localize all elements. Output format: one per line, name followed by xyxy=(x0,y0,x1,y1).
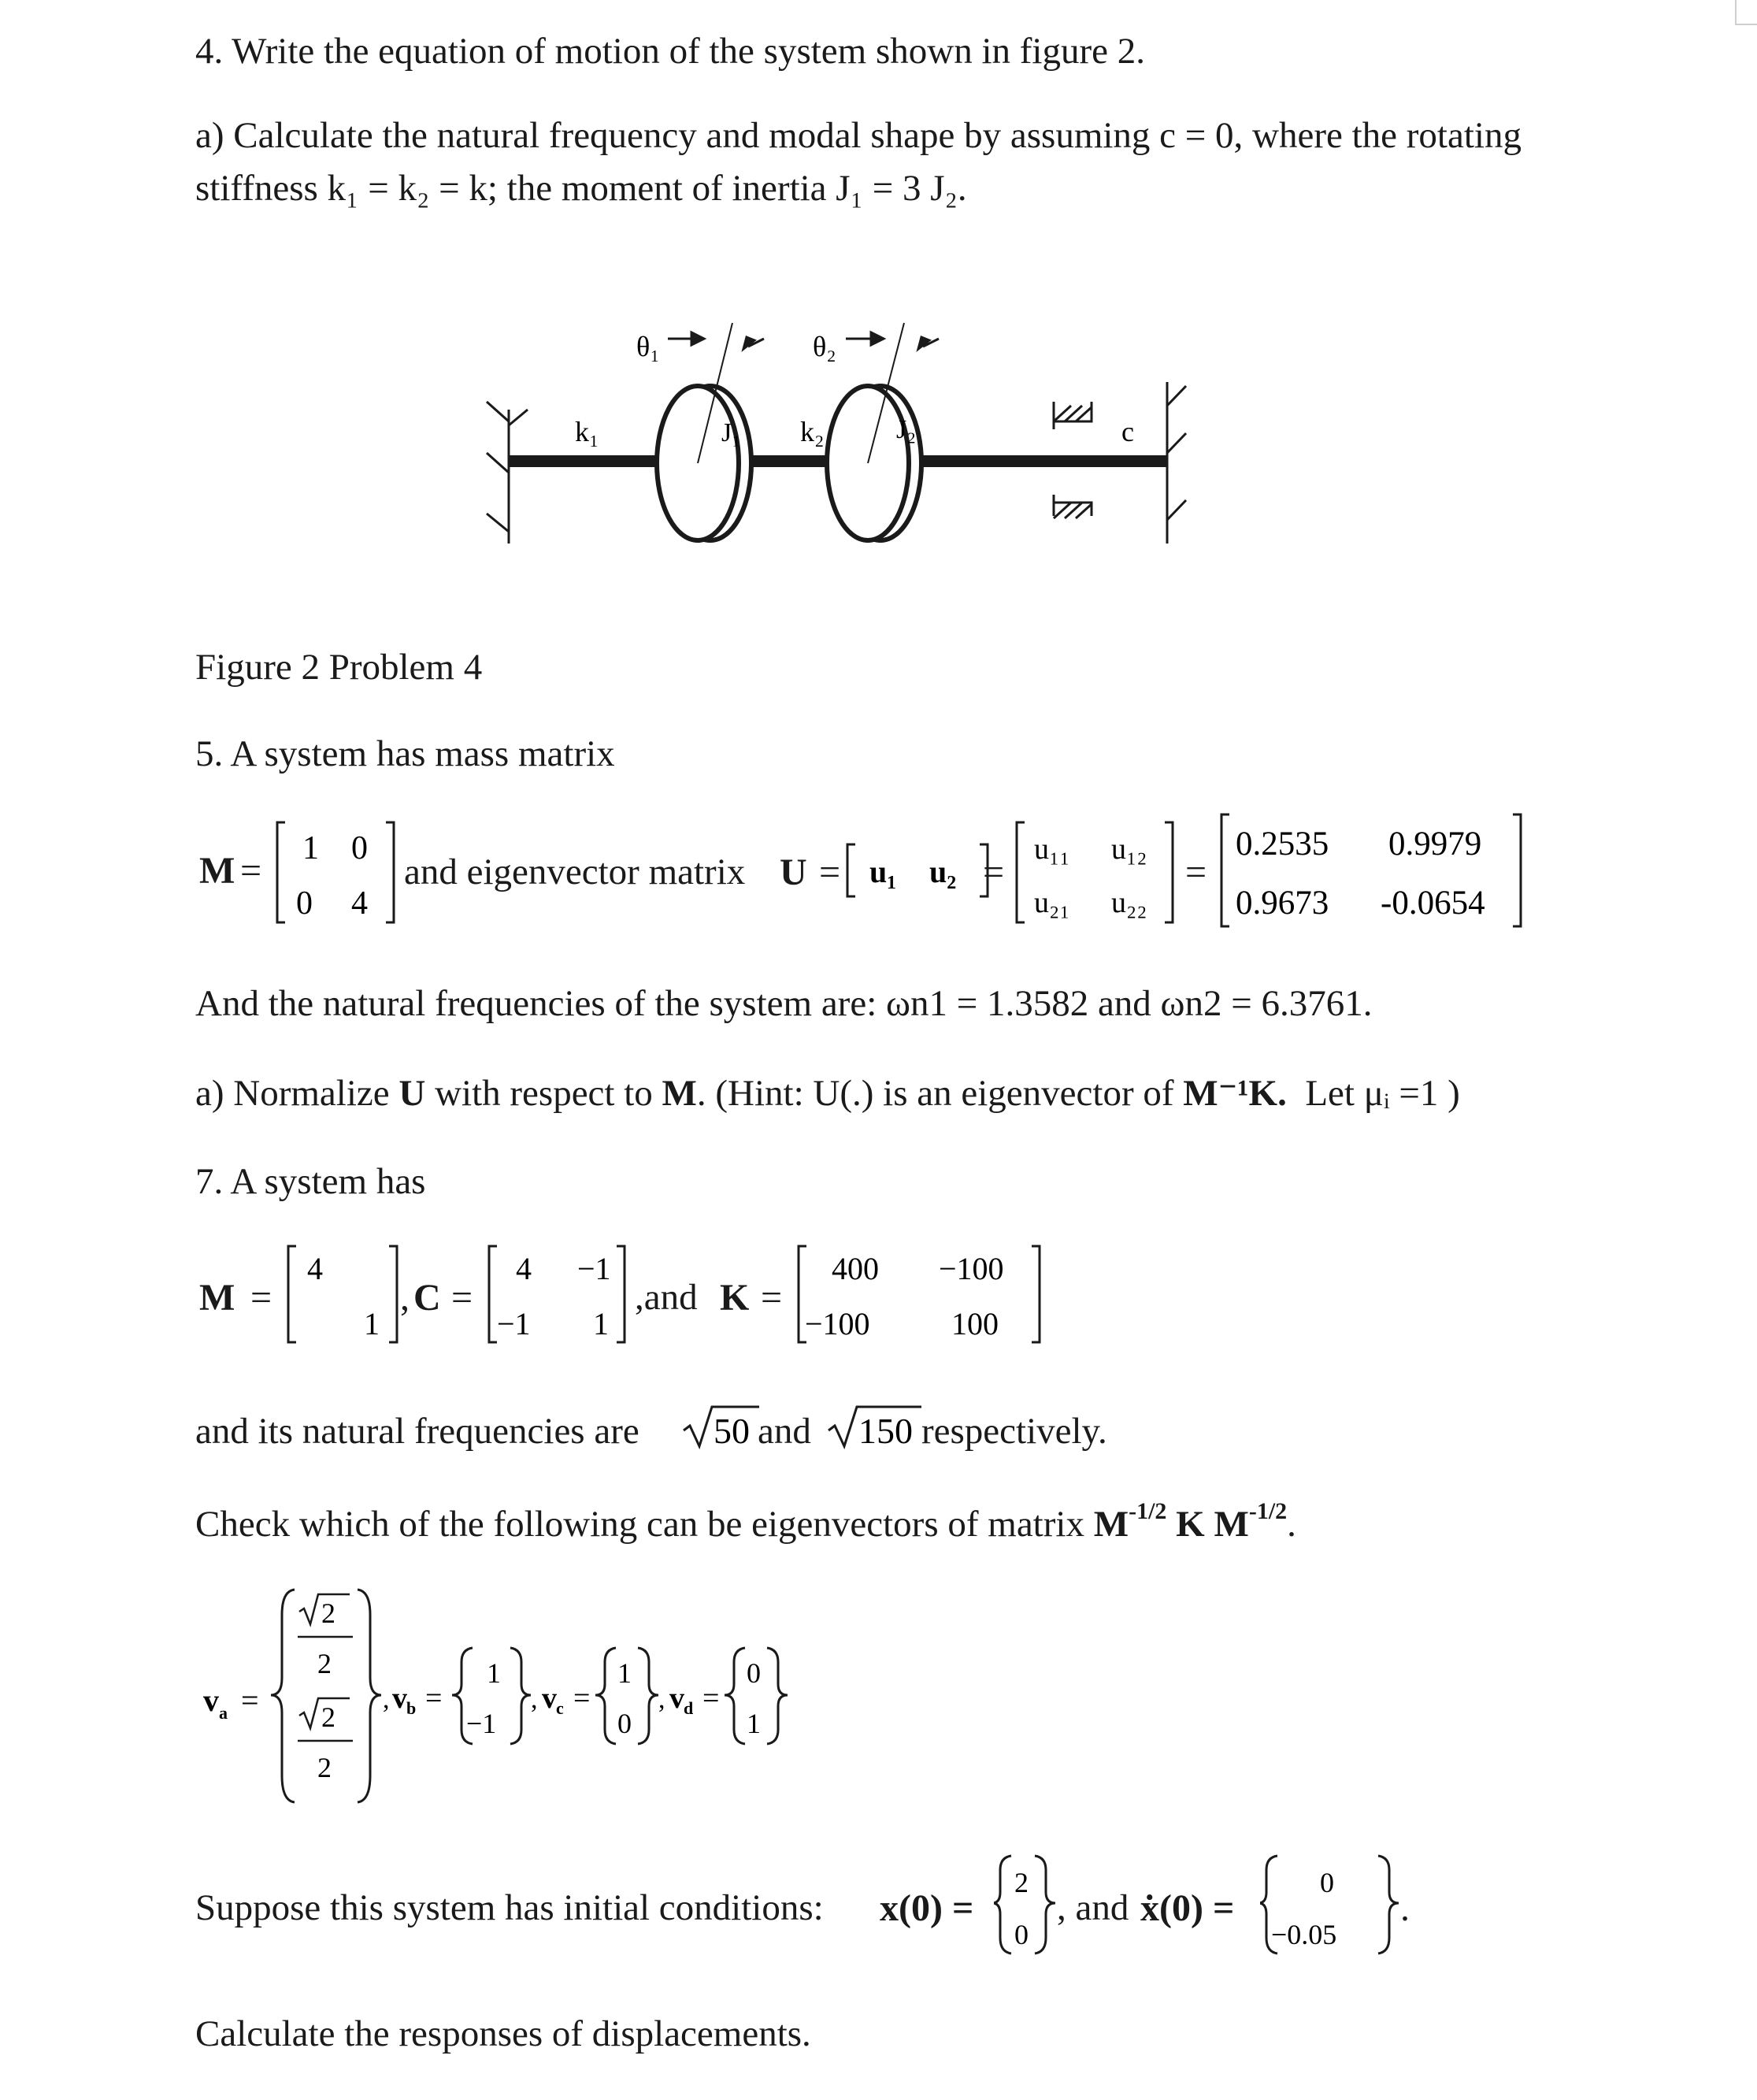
p7-m-label: M xyxy=(199,1277,235,1319)
disk-j2 xyxy=(827,386,921,540)
k2-label: k₂ xyxy=(800,416,825,447)
p7-ic-period: . xyxy=(1400,1887,1410,1929)
c-label: c xyxy=(1121,416,1134,447)
disk-j1 xyxy=(657,386,751,540)
p7-eigenvector-candidates xyxy=(195,1583,904,1808)
problem-7-intro: 7. A system has xyxy=(195,1161,426,1202)
p7-freq-text-a: and its natural frequencies are xyxy=(195,1411,639,1452)
svg-text:,: , xyxy=(658,1685,665,1714)
p5-m-equals: = xyxy=(240,850,262,892)
svg-text:150: 150 xyxy=(858,1411,913,1451)
figure-caption: Figure 2 Problem 4 xyxy=(195,647,483,688)
svg-text:100: 100 xyxy=(951,1306,999,1341)
svg-text:u₂₁: u₂₁ xyxy=(1034,886,1070,919)
theta1-arrow xyxy=(691,332,704,345)
p5-u-numeric-matrix xyxy=(1217,811,1525,929)
p7-xdot0-vector xyxy=(1260,1851,1402,1957)
p7-ic-text: Suppose this system has initial conditions: xyxy=(195,1887,824,1928)
p5-equals-2: = xyxy=(983,852,1005,893)
p5-equals-3: = xyxy=(1185,852,1207,893)
problem-4-title: 4. Write the equation of motion of the system shown in figure 2. xyxy=(195,31,1145,72)
x0-entry-2: 0 xyxy=(1014,1919,1029,1950)
svg-text:-0.0654: -0.0654 xyxy=(1381,885,1485,922)
svg-text:,: , xyxy=(383,1685,390,1714)
problem-4-part-a-line1: a) Calculate the natural frequency and modal shape by assuming c = 0, where the rotating xyxy=(195,115,1522,156)
p7-c-matrix xyxy=(484,1243,630,1345)
p7-xdot0-label: ẋ(0) = xyxy=(1140,1887,1235,1929)
problem-5-intro: 5. A system has mass matrix xyxy=(195,733,615,774)
x0-entry-1: 2 xyxy=(1014,1867,1029,1898)
shaft-k1 xyxy=(509,455,666,467)
problem-4-part-a-line2: stiffness k₁ = k₂ = k; the moment of inertia J₁ = 3 J₂. xyxy=(195,168,967,209)
svg-text:u₁₂: u₁₂ xyxy=(1111,833,1147,866)
p7-freq-text-b: respectively. xyxy=(921,1411,1107,1452)
svg-text:0.9979: 0.9979 xyxy=(1388,826,1482,863)
page-corner-marker xyxy=(1735,0,1757,25)
svg-text:−1: −1 xyxy=(577,1251,611,1286)
p7-and-k: ,and xyxy=(635,1277,698,1318)
svg-text:0: 0 xyxy=(351,830,368,866)
svg-text:400: 400 xyxy=(832,1251,879,1286)
xdot0-entry-2: −0.05 xyxy=(1271,1919,1337,1950)
torsional-system-figure xyxy=(473,291,1229,551)
xdot0-entry-1: 0 xyxy=(1320,1867,1334,1898)
svg-text:0.2535: 0.2535 xyxy=(1236,826,1329,863)
p7-and-text: , and xyxy=(1057,1887,1129,1928)
svg-text:=: = xyxy=(241,1683,259,1718)
svg-text:1: 1 xyxy=(593,1306,609,1341)
svg-text:−100: −100 xyxy=(939,1251,1004,1286)
p7-check-matrix: $M^{-1/2}$ K $M^{-1/2}$ xyxy=(1093,1498,1288,1545)
j1-label: J₁ xyxy=(721,418,742,447)
svg-text:u₂: u₂ xyxy=(929,854,957,889)
svg-text:2: 2 xyxy=(321,1597,335,1629)
theta2-label: θ₂ xyxy=(813,331,836,362)
svg-text:c: c xyxy=(556,1698,564,1718)
svg-text:v: v xyxy=(203,1683,219,1718)
j2-label: J₂ xyxy=(896,415,917,444)
p7-x0-label: x(0) = xyxy=(880,1887,974,1929)
svg-text:v: v xyxy=(392,1682,407,1715)
svg-text:1: 1 xyxy=(302,830,319,866)
p5-u-label: U xyxy=(780,852,807,893)
right-wall xyxy=(1167,382,1186,544)
svg-text:=: = xyxy=(425,1682,443,1715)
p5-part-a: a) Normalize U with respect to M. (Hint: U(.) is an eigenvector of M⁻¹K. Let μᵢ =1 ) xyxy=(195,1073,1460,1114)
svg-text:0.9673: 0.9673 xyxy=(1236,885,1329,922)
svg-text:,: , xyxy=(531,1685,538,1714)
p7-k-label: K xyxy=(720,1277,750,1319)
p7-m-matrix xyxy=(284,1243,402,1345)
vd-entry-1: 0 xyxy=(747,1657,761,1689)
vc-entry-1: 1 xyxy=(617,1657,632,1689)
vd-entry-2: 1 xyxy=(747,1708,761,1739)
svg-text:−100: −100 xyxy=(805,1306,870,1341)
p7-c-sep: , xyxy=(400,1277,410,1319)
svg-text:4: 4 xyxy=(516,1251,532,1286)
theta2-arrow xyxy=(871,332,884,345)
svg-text:=: = xyxy=(573,1682,591,1715)
p7-check-text: Check which of the following can be eigenvectors of matrix $M^{-1/2}$ K $M^{-1/2}$. xyxy=(195,1498,1296,1545)
p5-mid-text: and eigenvector matrix xyxy=(404,852,746,892)
p5-u-equals: = xyxy=(819,852,841,893)
svg-text:v: v xyxy=(542,1682,557,1715)
vb-entry-1: 1 xyxy=(487,1657,501,1689)
p7-x0-vector xyxy=(994,1851,1057,1957)
vc-entry-2: 0 xyxy=(617,1708,632,1739)
p5-u-symbolic-matrix xyxy=(1012,819,1177,926)
vb-entry-2: −1 xyxy=(466,1708,497,1739)
svg-text:1: 1 xyxy=(364,1306,380,1341)
p5-u-vector xyxy=(844,840,992,901)
p7-final: Calculate the responses of displacements. xyxy=(195,2013,811,2054)
left-wall xyxy=(487,402,528,544)
p7-c-label: C xyxy=(413,1277,441,1319)
svg-text:4: 4 xyxy=(307,1251,323,1286)
shaft-right xyxy=(917,455,1167,467)
svg-text:b: b xyxy=(406,1698,417,1718)
p5-m-matrix xyxy=(272,819,398,926)
k1-label: k₁ xyxy=(575,416,599,447)
svg-text:u₁₁: u₁₁ xyxy=(1034,833,1070,866)
svg-text:d: d xyxy=(684,1698,694,1718)
p7-sqrt-150 xyxy=(827,1402,921,1453)
p7-k-matrix xyxy=(794,1243,1046,1345)
p7-k-equals: = xyxy=(761,1277,783,1319)
svg-text:2: 2 xyxy=(317,1752,332,1783)
svg-text:u₂₂: u₂₂ xyxy=(1111,886,1147,919)
svg-text:−1: −1 xyxy=(497,1306,531,1341)
svg-text:0: 0 xyxy=(296,885,313,922)
svg-text:2: 2 xyxy=(321,1701,335,1733)
p5-m-label: M xyxy=(199,850,235,892)
p7-m-equals: = xyxy=(250,1277,272,1319)
svg-text:a: a xyxy=(219,1703,228,1723)
svg-text:50: 50 xyxy=(714,1411,750,1451)
p5-frequency-text: And the natural frequencies of the system are: ωn1 = 1.3582 and ωn2 = 6.3761. xyxy=(195,983,1373,1024)
p7-sqrt-50 xyxy=(682,1402,761,1453)
svg-text:u₁: u₁ xyxy=(869,854,897,889)
theta1-label: θ₁ xyxy=(636,331,660,362)
svg-text:v: v xyxy=(669,1682,684,1715)
svg-text:=: = xyxy=(702,1682,720,1715)
svg-text:4: 4 xyxy=(351,885,368,922)
p7-c-equals: = xyxy=(451,1277,473,1319)
svg-text:2: 2 xyxy=(317,1648,332,1679)
p7-freq-and: and xyxy=(758,1411,811,1452)
